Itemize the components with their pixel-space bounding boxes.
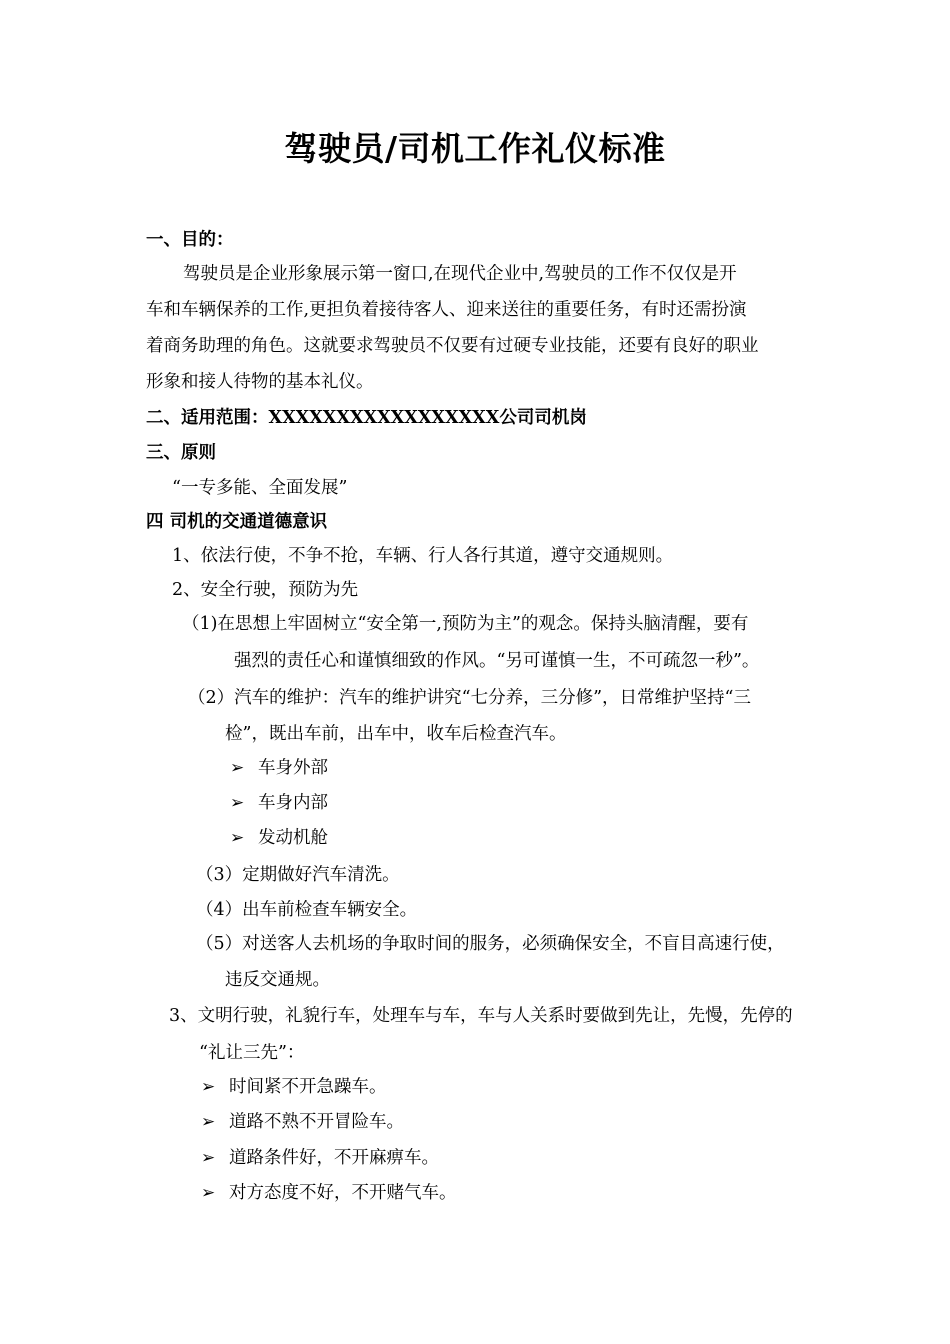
list-item-continuation: “礼让三先”： (199, 1043, 305, 1063)
sub-item: （4）出车前检查车辆安全。 (196, 900, 418, 920)
bullet-text: 对方态度不好，不开赌气车。 (229, 1183, 457, 1203)
bullet-text: 道路条件好，不开麻痹车。 (229, 1148, 439, 1168)
list-item: 1、依法行使，不争不抢，车辆、行人各行其道，遵守交通规则。 (172, 546, 674, 566)
arrow-bullet-icon: ➢ (201, 1148, 216, 1168)
section-1-heading: 一、目的： (146, 230, 234, 250)
section-3-heading: 三、原则 (146, 443, 216, 463)
bullet-item (201, 1181, 457, 1205)
arrow-bullet-icon: ➢ (230, 828, 245, 848)
document-title: 驾驶员/司机工作礼仪标准 (284, 129, 666, 168)
sub-item: （2）汽车的维护：汽车的维护讲究“七分养，三分修”，日常维护坚持“三 (188, 688, 751, 708)
bullet-text: 车身内部 (258, 793, 328, 813)
sub-item: （5）对送客人去机场的争取时间的服务，必须确保安全，不盲目高速行使， (196, 934, 785, 954)
bullet-item (201, 1110, 404, 1134)
section-4-heading: 四 司机的交通道德意识 (146, 512, 328, 532)
bullet-text: 车身外部 (258, 758, 328, 778)
sub-item-continuation: 强烈的责任心和谨慎细致的作风。“另可谨慎一生，不可疏忽一秒”。 (234, 651, 760, 671)
bullet-item (201, 1146, 439, 1170)
arrow-bullet-icon: ➢ (201, 1077, 216, 1097)
arrow-bullet-icon: ➢ (201, 1183, 216, 1203)
sub-item-continuation: 检”，既出车前，出车中，收车后检查汽车。 (225, 724, 567, 744)
list-item: 2、安全行驶，预防为先 (172, 580, 359, 600)
section-2-heading: 二、适用范围：XXXXXXXXXXXXXXXXX公司司机岗 (146, 408, 587, 428)
bullet-text: 时间紧不开急躁车。 (229, 1077, 387, 1097)
list-item: 3、文明行驶，礼貌行车，处理车与车，车与人关系时要做到先让，先慢，先停的 (169, 1006, 793, 1026)
bullet-item (230, 756, 328, 780)
principle-text: “一专多能、全面发展” (172, 478, 348, 498)
bullet-item (230, 791, 328, 815)
bullet-item (230, 826, 328, 850)
arrow-bullet-icon: ➢ (230, 758, 245, 778)
arrow-bullet-icon: ➢ (230, 793, 245, 813)
sub-item: （3）定期做好汽车清洗。 (196, 865, 400, 885)
paragraph-line: 着商务助理的角色。这就要求驾驶员不仅要有过硬专业技能，还要有良好的职业 (146, 336, 759, 356)
paragraph-line: 驾驶员是企业形象展示第一窗口,在现代企业中,驾驶员的工作不仅仅是开 (183, 264, 737, 284)
arrow-bullet-icon: ➢ (201, 1112, 216, 1132)
sub-item: （1)在思想上牢固树立“安全第一,预防为主”的观念。保持头脑清醒，要有 (182, 614, 749, 634)
paragraph-line: 车和车辆保养的工作,更担负着接待客人、迎来送往的重要任务，有时还需扮演 (146, 300, 747, 320)
sub-item-continuation: 违反交通规。 (225, 970, 330, 990)
paragraph-line: 形象和接人待物的基本礼仪。 (146, 372, 374, 392)
bullet-text: 发动机舱 (258, 828, 328, 848)
bullet-text: 道路不熟不开冒险车。 (229, 1112, 404, 1132)
bullet-item (201, 1075, 387, 1099)
